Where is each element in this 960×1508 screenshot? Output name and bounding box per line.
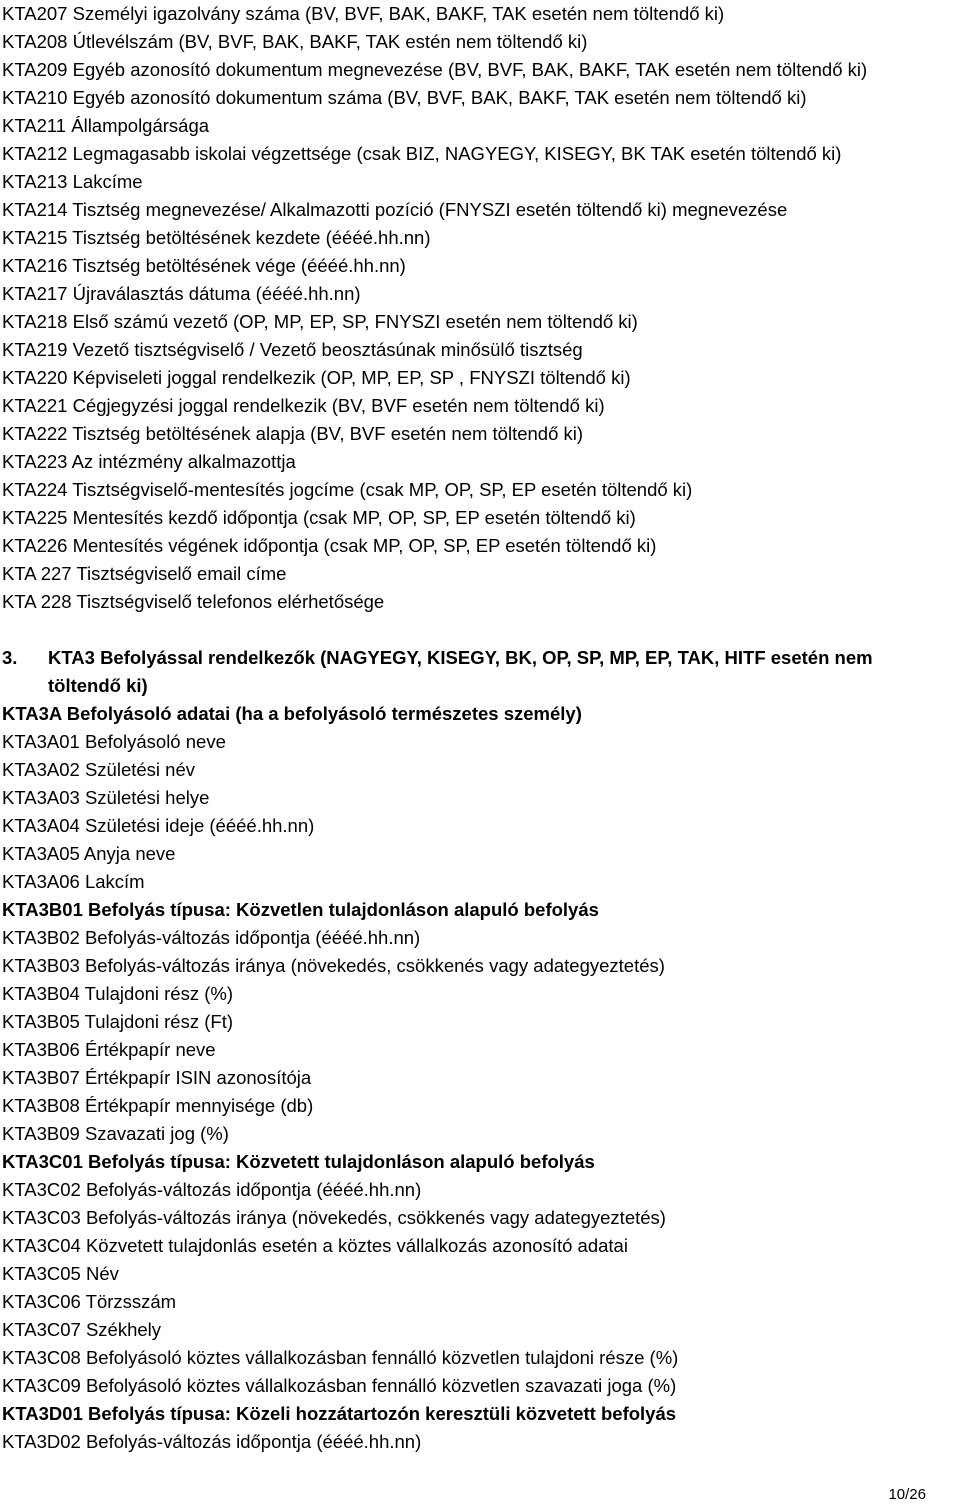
field-item: KTA219 Vezető tisztségviselő / Vezető beosztásúnak minősülő tisztség: [2, 339, 583, 360]
field-item: KTA216 Tisztség betöltésének vége (éééé.hh.nn): [2, 255, 406, 276]
field-item: KTA226 Mentesítés végének időpontja (csak MP, OP, SP, EP esetén töltendő ki): [2, 535, 657, 556]
field-item: KTA3C06 Törzsszám: [2, 1291, 177, 1312]
field-list-kta2: [2, 0, 956, 616]
field-item: KTA207 Személyi igazolvány száma (BV, BVF, BAK, BAKF, TAK esetén nem töltendő ki): [2, 3, 725, 24]
subsection-heading-kta3b: KTA3B01 Befolyás típusa: Közvetlen tulajdonláson alapuló befolyás: [2, 899, 599, 920]
field-item: KTA214 Tisztség megnevezése/ Alkalmazotti pozíció (FNYSZI esetén töltendő ki) megnevezése: [2, 199, 788, 220]
field-list-kta3c: [2, 1176, 956, 1400]
page-number: 10/26: [888, 1486, 926, 1503]
field-item: KTA3C05 Név: [2, 1263, 119, 1284]
field-item: KTA 228 Tisztségviselő telefonos elérhetősége: [2, 591, 385, 612]
field-item: KTA3B05 Tulajdoni rész (Ft): [2, 1011, 233, 1032]
field-item: KTA223 Az intézmény alkalmazottja: [2, 451, 296, 472]
field-item: KTA220 Képviseleti joggal rendelkezik (OP, MP, EP, SP , FNYSZI töltendő ki): [2, 367, 631, 388]
field-item: KTA217 Újraválasztás dátuma (éééé.hh.nn): [2, 283, 361, 304]
field-item: KTA225 Mentesítés kezdő időpontja (csak MP, OP, SP, EP esetén töltendő ki): [2, 507, 636, 528]
field-item: KTA3C07 Székhely: [2, 1319, 162, 1340]
field-item: KTA218 Első számú vezető (OP, MP, EP, SP, FNYSZI esetén nem töltendő ki): [2, 311, 638, 332]
field-list-kta3d: [2, 1428, 956, 1456]
field-item: KTA224 Tisztségviselő-mentesítés jogcíme (csak MP, OP, SP, EP esetén töltendő ki): [2, 479, 693, 500]
field-list-kta3b: [2, 924, 956, 1148]
field-item: KTA210 Egyéb azonosító dokumentum száma (BV, BVF, BAK, BAKF, TAK esetén nem töltendő ki): [2, 87, 807, 108]
field-item: KTA3B02 Befolyás-változás időpontja (éééé.hh.nn): [2, 927, 421, 948]
spacer: [2, 616, 956, 644]
field-item: KTA212 Legmagasabb iskolai végzettsége (csak BIZ, NAGYEGY, KISEGY, BK TAK esetén töltendő ki): [2, 143, 842, 164]
field-item: KTA3B07 Értékpapír ISIN azonosítója: [2, 1067, 312, 1088]
field-item: KTA3B08 Értékpapír mennyisége (db): [2, 1095, 314, 1116]
field-item: KTA3A05 Anyja neve: [2, 843, 176, 864]
field-item: KTA3A04 Születési ideje (éééé.hh.nn): [2, 815, 315, 836]
field-item: KTA3B09 Szavazati jog (%): [2, 1123, 229, 1144]
field-item: KTA3A02 Születési név: [2, 759, 195, 780]
field-item: KTA3C03 Befolyás-változás iránya (növekedés, csökkenés vagy adategyeztetés): [2, 1207, 666, 1228]
field-item: KTA3C04 Közvetett tulajdonlás esetén a köztes vállalkozás azonosító adatai: [2, 1235, 628, 1256]
field-item: KTA209 Egyéb azonosító dokumentum megnevezése (BV, BVF, BAK, BAKF, TAK esetén nem töltendő ki): [2, 59, 868, 80]
field-item: KTA222 Tisztség betöltésének alapja (BV, BVF esetén nem töltendő ki): [2, 423, 584, 444]
field-item: KTA221 Cégjegyzési joggal rendelkezik (BV, BVF esetén nem töltendő ki): [2, 395, 605, 416]
subsection-heading-kta3a: KTA3A Befolyásoló adatai (ha a befolyásoló természetes személy): [2, 703, 582, 724]
field-list-kta3a: [2, 728, 956, 896]
field-item: KTA3A06 Lakcím: [2, 871, 145, 892]
field-item: KTA3C02 Befolyás-változás időpontja (éééé.hh.nn): [2, 1179, 422, 1200]
section-heading: [2, 644, 948, 700]
field-item: KTA215 Tisztség betöltésének kezdete (éééé.hh.nn): [2, 227, 431, 248]
field-item: KTA3B03 Befolyás-változás iránya (növekedés, csökkenés vagy adategyeztetés): [2, 955, 665, 976]
field-item: KTA208 Útlevélszám (BV, BVF, BAK, BAKF, TAK estén nem töltendő ki): [2, 31, 588, 52]
field-item: KTA3B06 Értékpapír neve: [2, 1039, 216, 1060]
section-title: KTA3 Befolyással rendelkezők (NAGYEGY, KISEGY, BK, OP, SP, MP, EP, TAK, HITF esetén nem töltendő ki): [48, 647, 873, 696]
field-item: KTA3D02 Befolyás-változás időpontja (éééé.hh.nn): [2, 1431, 422, 1452]
subsection-heading-kta3c: KTA3C01 Befolyás típusa: Közvetett tulajdonláson alapuló befolyás: [2, 1151, 595, 1172]
field-item: KTA3C09 Befolyásoló köztes vállalkozásban fennálló közvetlen szavazati joga (%): [2, 1375, 677, 1396]
field-item: KTA3A03 Születési helye: [2, 787, 210, 808]
section-number: 3.: [2, 647, 18, 668]
field-item: KTA3C08 Befolyásoló köztes vállalkozásban fennálló közvetlen tulajdoni része (%): [2, 1347, 679, 1368]
document-body: [2, 0, 956, 1456]
field-item: KTA3A01 Befolyásoló neve: [2, 731, 226, 752]
field-item: KTA213 Lakcíme: [2, 171, 143, 192]
field-item: KTA211 Állampolgársága: [2, 115, 210, 136]
subsection-heading-kta3d: KTA3D01 Befolyás típusa: Közeli hozzátartozón keresztüli közvetett befolyás: [2, 1403, 677, 1424]
field-item: KTA 227 Tisztségviselő email címe: [2, 563, 287, 584]
field-item: KTA3B04 Tulajdoni rész (%): [2, 983, 234, 1004]
